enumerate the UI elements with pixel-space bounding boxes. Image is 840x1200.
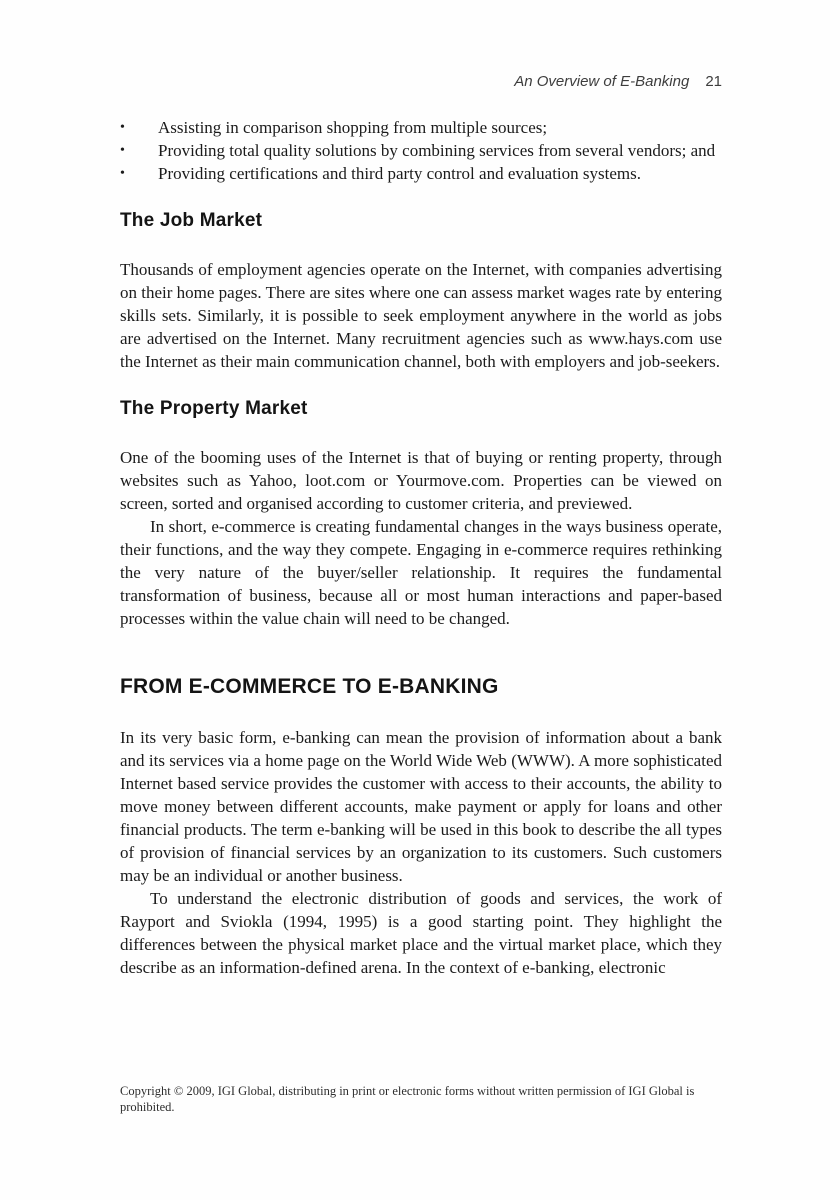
bullet-icon: • (120, 120, 125, 135)
bullet-icon: • (120, 143, 125, 158)
list-item (120, 139, 722, 162)
page-number: 21 (705, 73, 722, 90)
copyright-notice: Copyright © 2009, IGI Global, distributing in print or electronic forms without written permission of IGI Global is prohibited. (120, 1084, 695, 1114)
list-item (120, 116, 722, 139)
section-heading-job-market: The Job Market (120, 210, 263, 231)
page-content (120, 116, 722, 979)
paragraph-ebanking-2: To understand the electronic distribution of goods and services, the work of Rayport and Sviokla (1994, 1995) is a good starting point. They highlight the differences between the physical market place and the virtual market place, which they describe as an information-defined arena. In the context of e-banking, electronic (120, 889, 722, 977)
paragraph-property-market-1: One of the booming uses of the Internet is that of buying or renting property, through websites such as Yahoo, loot.com or Yourmove.com. Properties can be viewed on screen, sorted and organised according to customer criteria, and previewed. (120, 448, 722, 513)
list-item-text: Providing certifications and third party control and evaluation systems. (158, 164, 641, 183)
list-item (120, 162, 722, 185)
section-heading-property-market: The Property Market (120, 398, 308, 419)
bullet-icon: • (120, 166, 125, 181)
paragraph-job-market: Thousands of employment agencies operate on the Internet, with companies advertising on their home pages. There are sites where one can assess market wages rate by entering skills sets. Similarly, it is possible to seek employment anywhere in the world as jobs are advertised on the Internet. Many recruitment agencies such as www.hays.com use the Internet as their main communication channel, both with employers and job-seekers. (120, 260, 723, 371)
running-header (120, 72, 722, 91)
list-item-text: Providing total quality solutions by combining services from several vendors; and (158, 141, 716, 160)
paragraph-ebanking-1: In its very basic form, e-banking can mean the provision of information about a bank and its services via a home page on the World Wide Web (WWW). A more sophisticated Internet based service provides the customer with access to their accounts, the ability to move money between different accounts, make payment or apply for loans and other financial products. The term e-banking will be used in this book to describe the all types of provision of financial services by an organization to its customers. Such customers may be an individual or another business. (120, 728, 722, 885)
section-heading-from-ecommerce-to-ebanking: FROM E-COMMERCE TO E-BANKING (120, 675, 499, 698)
running-title: An Overview of E-Banking (514, 73, 690, 90)
list-item-text: Assisting in comparison shopping from multiple sources; (158, 118, 548, 137)
paragraph-property-market-2: In short, e-commerce is creating fundamental changes in the ways business operate, their functions, and the way they compete. Engaging in e-commerce requires rethinking the very nature of the buyer/seller relationship. It requires the fundamental transformation of business, because all or most human interactions and paper-based processes within the value chain will need to be changed. (120, 517, 722, 628)
